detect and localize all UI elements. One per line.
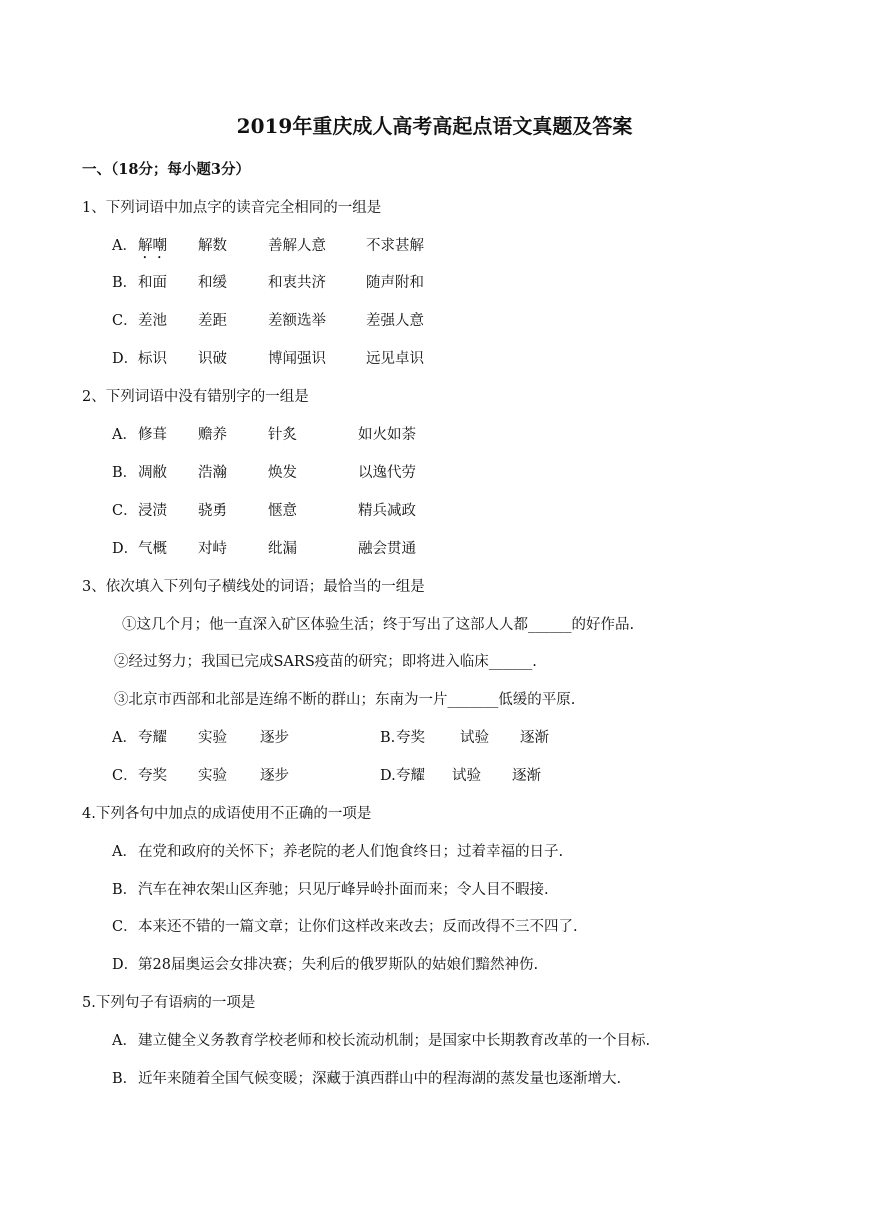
option-word: 差距 <box>198 313 227 329</box>
option-word: 差池 <box>138 313 167 329</box>
option-word: 不求甚解 <box>366 238 424 254</box>
option-word: 试验 <box>460 730 489 746</box>
option-word: 惬意 <box>268 503 297 519</box>
option-word: 逐步 <box>260 730 289 746</box>
option-word: 善解人意 <box>268 238 326 254</box>
option-word: 和衷共济 <box>268 275 326 291</box>
option-word: 针炙 <box>268 427 297 443</box>
option-word: 骁勇 <box>198 503 227 519</box>
option-label: B． <box>112 275 138 291</box>
option-word: 夸奖 <box>138 768 167 784</box>
option-label: A． <box>112 238 137 254</box>
option-word: 逐渐 <box>520 730 549 746</box>
option-word: 纰漏 <box>268 541 297 557</box>
option-word: 融会贯通 <box>358 541 416 557</box>
option-word: 随声附和 <box>366 275 424 291</box>
option-word: 逐步 <box>260 768 289 784</box>
option-label: B． <box>112 1071 138 1087</box>
option-text: 建立健全义务教育学校老师和校长流动机制；是国家中长期教育改革的一个目标. <box>138 1033 651 1049</box>
option-word: 识破 <box>198 351 227 367</box>
option-label: C． <box>112 313 138 329</box>
option-word: 差强人意 <box>366 313 424 329</box>
option-word: 标识 <box>138 351 167 367</box>
option-word: 和缓 <box>198 275 227 291</box>
option-text: 第28届奥运会女排决赛；失利后的俄罗斯队的姑娘们黯然神伤. <box>138 957 539 973</box>
option-label: D． <box>112 957 139 973</box>
option-word: 实验 <box>198 730 227 746</box>
question-3-sentence-2: ②经过努力；我国已完成SARS疫苗的研究；即将进入临床______. <box>114 654 537 670</box>
option-word: 赡养 <box>198 427 227 443</box>
question-2-stem: 2、下列词语中没有错别字的一组是 <box>82 389 309 405</box>
option-word: 浸渍 <box>138 503 167 519</box>
option-word: 试验 <box>452 768 481 784</box>
option-label: B. <box>380 730 396 746</box>
option-word: 差额选举 <box>268 313 326 329</box>
option-text: 在党和政府的关怀下；养老院的老人们饱食终日；过着幸福的日子. <box>138 844 564 860</box>
option-label: D． <box>112 351 139 367</box>
option-word: 对峙 <box>198 541 227 557</box>
option-label: B． <box>112 465 138 481</box>
option-label: B． <box>112 882 138 898</box>
section-heading: 一、（18分；每小题3分） <box>82 161 251 178</box>
option-word: 夸耀 <box>396 768 425 784</box>
question-3-sentence-1: ①这几个月；他一直深入矿区体验生活；终于写出了这部人人都______的好作品. <box>122 617 635 633</box>
option-word: 以逸代劳 <box>358 465 416 481</box>
option-label: C． <box>112 768 138 784</box>
option-label: A． <box>112 1033 137 1049</box>
option-word: 气概 <box>138 541 167 557</box>
option-word: 逐渐 <box>512 768 541 784</box>
question-5-stem: 5.下列句子有语病的一项是 <box>82 995 256 1011</box>
option-word: 实验 <box>198 768 227 784</box>
option-word: 解嘲 <box>138 238 167 254</box>
option-text: 本来还不错的一篇文章；让你们这样改来改去；反而改得不三不四了. <box>138 919 578 935</box>
question-3-stem: 3、依次填入下列句子横线处的词语；最恰当的一组是 <box>82 579 425 595</box>
option-word: 修葺 <box>138 427 167 443</box>
option-label: C． <box>112 503 138 519</box>
option-word: 博闻强识 <box>268 351 326 367</box>
option-label: D． <box>112 541 139 557</box>
option-word: 精兵减政 <box>358 503 416 519</box>
option-word: 和面 <box>138 275 167 291</box>
option-word: 浩瀚 <box>198 465 227 481</box>
option-word: 夸耀 <box>138 730 167 746</box>
page-title: 2019年重庆成人高考高起点语文真题及答案 <box>236 114 633 138</box>
option-label: A． <box>112 427 137 443</box>
option-word: 远见卓识 <box>366 351 424 367</box>
option-label: A． <box>112 730 137 746</box>
question-3-sentence-3: ③北京市西部和北部是连绵不断的群山；东南为一片_______低缓的平原. <box>114 692 576 708</box>
option-label: C． <box>112 919 138 935</box>
option-word: 焕发 <box>268 465 297 481</box>
option-word: 解数 <box>198 238 227 254</box>
question-1-stem: 1、下列词语中加点字的读音完全相同的一组是 <box>82 200 382 216</box>
option-word: 夸奖 <box>396 730 425 746</box>
option-label: D. <box>380 768 396 784</box>
option-text: 近年来随着全国气候变暖；深藏于滇西群山中的程海湖的蒸发量也逐渐增大. <box>138 1071 622 1087</box>
question-4-stem: 4.下列各句中加点的成语使用不正确的一项是 <box>82 806 372 822</box>
option-word: 凋敝 <box>138 465 167 481</box>
option-text: 汽车在神农架山区奔驰；只见厅峰异岭扑面而来；令人目不暇接. <box>138 882 549 898</box>
option-label: A． <box>112 844 137 860</box>
option-word: 如火如荼 <box>358 427 416 443</box>
